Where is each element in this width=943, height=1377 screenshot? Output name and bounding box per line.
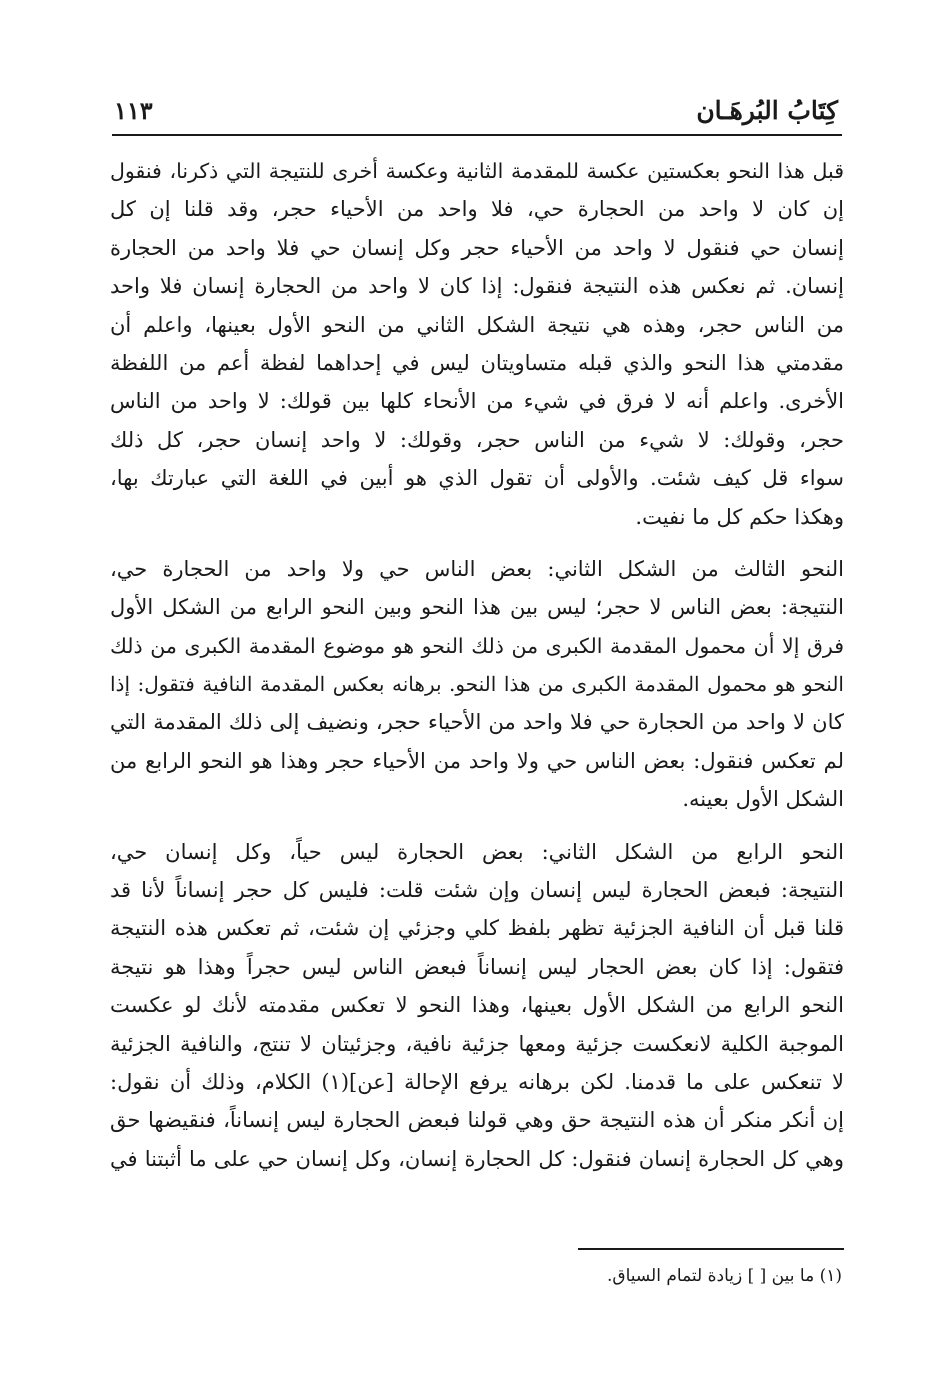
- text-line: إنسان حي فنقول لا واحد من الأحياء حجر وكل إنسان حي فلا واحد من الحجارة: [110, 235, 844, 260]
- text-line: من الناس حجر، وهذه هي نتيجة الشكل الثاني من النحو الأول بعينها، واعلم أن: [110, 312, 844, 337]
- text-line: الأخرى. واعلم أنه لا فرق في شيء من الأنحاء كلها بين قولك: لا واحد من الناس: [110, 389, 844, 414]
- text-line: النحو الرابع من الشكل الثاني: بعض الحجارة ليس حياً، وكل إنسان حي،: [110, 839, 844, 864]
- text-line: النتيجة: بعض الناس لا حجر؛ ليس بين هذا النحو وبين النحو الرابع من الشكل الأول: [110, 595, 844, 620]
- running-header: [112, 92, 842, 136]
- text-line: سواء قل كيف شئت. والأولى أن تقول الذي هو أبين في اللغة التي عبارتك بها،: [110, 466, 844, 491]
- text-line: قبل هذا النحو بعكستين عكسة للمقدمة الثانية وعكسة أخرى للنتيجة التي ذكرنا، فنقول: [110, 159, 844, 183]
- text-line: لم تعكس فنقول: بعض الناس حي ولا واحد من الأحياء حجر وهذا هو النحو الرابع من: [110, 748, 844, 773]
- text-line: إن كان لا واحد من الحجارة حي، فلا واحد من الأحياء حجر، وقد قلنا إن كل: [110, 197, 844, 222]
- footnote-rule: [578, 1248, 844, 1250]
- text-line: وهي كل الحجارة إنسان فنقول: كل الحجارة إنسان، وكل إنسان حي على ما أثبتنا في: [110, 1146, 844, 1171]
- text-line: النحو الرابع من الشكل الأول بعينها، وهذا النحو لا تعكس مقدمته لأنك لو عكست: [110, 993, 844, 1018]
- paragraph-gap: [110, 819, 844, 833]
- header-rule: [112, 134, 842, 136]
- text-line: إنسان. ثم نعكس هذه النتيجة فنقول: إذا كان لا واحد من الحجارة إنسان فلا واحد: [110, 274, 844, 299]
- text-line: النتيجة: فبعض الحجارة ليس إنسان وإن شئت قلت: فليس كل حجر إنساناً لأنا قد: [110, 878, 844, 903]
- page-number: ١١٣: [114, 96, 153, 125]
- text-line: النحو الثالث من الشكل الثاني: بعض الناس حي ولا واحد من الحجارة حي،: [110, 556, 844, 581]
- text-line: لا تنعكس على ما قدمنا. لكن برهانه يرفع الإحالة [عن](١) الكلام، وذلك أن نقول:: [110, 1069, 844, 1094]
- footnote: (١) ما بين [ ] زيادة لتمام السياق.: [606, 1266, 842, 1286]
- text-line: مقدمتي هذا النحو والذي قبله متساويتان ليس في إحداهما لفظة أعم من اللفظة: [110, 350, 844, 375]
- body-text: [110, 152, 844, 1178]
- text-line: كان لا واحد من الحجارة حي فلا واحد من الأحياء حجر، ونضيف إلى ذلك المقدمة التي: [110, 710, 844, 735]
- text-line: الموجبة الكلية لانعكست جزئية ومعها جزئية نافية، وجزئيتان لا تنتج، والنافية الجزئية: [110, 1031, 844, 1056]
- text-line: قلنا قبل أن النافية الجزئية تظهر بلفظ كلي وجزئي إن شئت، ثم تعكس هذه النتيجة: [110, 916, 844, 941]
- text-line: فتقول: إذا كان بعض الحجار ليس إنساناً فبعض الناس ليس حجراً وهذا هو نتيجة: [110, 954, 844, 979]
- text-line: وهكذا حكم كل ما نفيت.: [635, 504, 844, 529]
- text-line: حجر، وقولك: لا شيء من الناس حجر، وقولك: لا واحد إنسان حجر، كل ذلك: [110, 427, 844, 452]
- paragraph-gap: [110, 536, 844, 550]
- book-title: كِتَابُ البُرهَـان: [696, 96, 838, 125]
- text-line: فرق إلا أن محمول المقدمة الكبرى من ذلك النحو هو موضوع المقدمة الكبرى من ذلك: [110, 633, 844, 658]
- text-line: إن أنكر منكر أن هذه النتيجة حق وهي قولنا فبعض الحجارة ليس إنساناً، فنقيضها حق: [110, 1108, 844, 1133]
- text-line: النحو هو محمول المقدمة الكبرى من هذا النحو. برهانه بعكس المقدمة النافية فتقول: إذا: [110, 672, 844, 697]
- text-line: الشكل الأول بعينه.: [682, 787, 844, 812]
